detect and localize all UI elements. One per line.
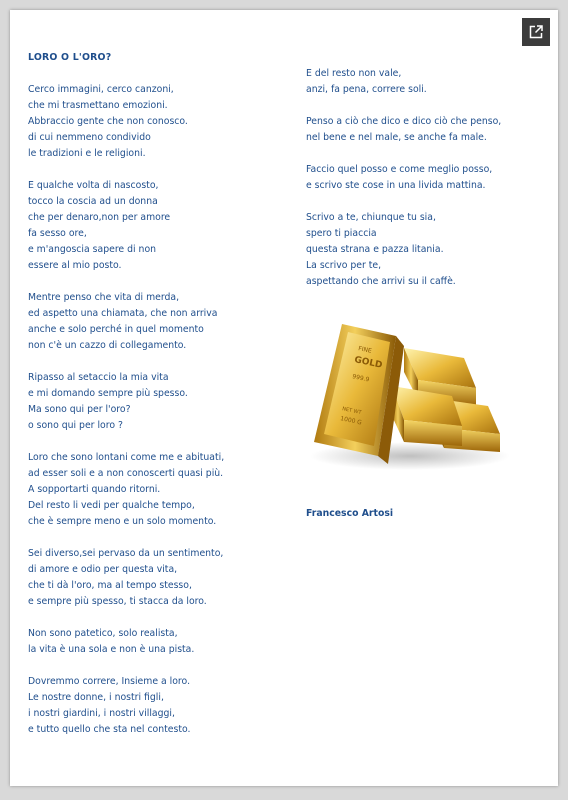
poem-line: Scrivo a te, chiunque tu sia,	[306, 212, 436, 223]
poem-line: Sei diverso,sei pervaso da un sentimento,	[28, 548, 224, 559]
poem-line: Non sono patetico, solo realista,	[28, 628, 178, 639]
poem-line: Dovremmo correre, Insieme a loro.	[28, 676, 191, 687]
poem-line: nel bene e nel male, se anche fa male.	[306, 132, 487, 143]
poem-line: Le nostre donne, i nostri figli,	[28, 692, 164, 703]
stanza	[28, 82, 288, 162]
right-column	[306, 66, 546, 522]
gold-bar-text-1: FINE	[357, 345, 373, 355]
stanza	[306, 66, 546, 98]
poem-line: Faccio quel posso e come meglio posso,	[306, 164, 493, 175]
open-in-new-icon	[529, 25, 543, 39]
gold-bar-text-3: 999.9	[351, 373, 370, 384]
poem-line: tocco la coscia ad un donna	[28, 196, 158, 207]
stanza	[28, 178, 288, 274]
poem-line: Del resto li vedi per qualche tempo,	[28, 500, 195, 511]
poem-line: ad esser soli e a non conoscerti quasi più.	[28, 468, 224, 479]
poem-title: LORO O L'ORO?	[28, 52, 112, 63]
poem-line: essere al mio posto.	[28, 260, 122, 271]
poem-line: Ripasso al setaccio la mia vita	[28, 372, 169, 383]
poem-line: Ma sono qui per l'oro?	[28, 404, 131, 415]
stanza	[28, 290, 288, 354]
poem-line: anche e solo perché in quel momento	[28, 324, 204, 335]
stanza	[28, 546, 288, 610]
poem-line: A sopportarti quando ritorni.	[28, 484, 161, 495]
right-stanzas	[306, 66, 546, 290]
gold-bar-text-5: 1000 G	[339, 415, 363, 427]
poem-line: che è sempre meno e un solo momento.	[28, 516, 217, 527]
open-in-new-button[interactable]	[522, 18, 550, 46]
poem-line: non c'è un cazzo di collegamento.	[28, 340, 187, 351]
gold-bar-text-4: NET WT	[341, 406, 362, 417]
poem-line: questa strana e pazza litania.	[306, 244, 444, 255]
poem-line: di amore e odio per questa vita,	[28, 564, 178, 575]
document-page	[10, 10, 558, 786]
poem-line: Loro che sono lontani come me e abituati,	[28, 452, 225, 463]
gold-bars-image	[292, 306, 512, 476]
stanza	[28, 370, 288, 434]
poem-line: che per denaro,non per amore	[28, 212, 171, 223]
poem-line: ed aspetto una chiamata, che non arriva	[28, 308, 218, 319]
poem-line: e sempre più spesso, ti stacca da loro.	[28, 596, 207, 607]
left-stanzas	[28, 82, 288, 738]
poem-line: aspettando che arrivi su il caffè.	[306, 276, 456, 287]
poem-line: le tradizioni e le religioni.	[28, 148, 146, 159]
poem-line: spero ti piaccia	[306, 228, 377, 239]
poem-line: Abbraccio gente che non conosco.	[28, 116, 188, 127]
poem-line: e tutto quello che sta nel contesto.	[28, 724, 191, 735]
poem-line: E qualche volta di nascosto,	[28, 180, 159, 191]
poem-line: e m'angoscia sapere di non	[28, 244, 157, 255]
poem-line: o sono qui per loro ?	[28, 420, 123, 431]
poem-line: anzi, fa pena, correre soli.	[306, 84, 427, 95]
poem-line: e scrivo ste cose in una livida mattina.	[306, 180, 486, 191]
poem-line: Mentre penso che vita di merda,	[28, 292, 180, 303]
stanza	[306, 114, 546, 146]
poem-line: che mi trasmettano emozioni.	[28, 100, 168, 111]
poem-line: E del resto non vale,	[306, 68, 402, 79]
poem-line: la vita è una sola e non è una pista.	[28, 644, 195, 655]
left-column	[28, 50, 288, 754]
stanza	[306, 210, 546, 290]
stanza	[28, 626, 288, 658]
gold-bars-illustration	[292, 306, 512, 476]
poem-line: che ti dà l'oro, ma al tempo stesso,	[28, 580, 192, 591]
poem-line: i nostri giardini, i nostri villaggi,	[28, 708, 175, 719]
poem-line: La scrivo per te,	[306, 260, 382, 271]
stanza	[28, 674, 288, 738]
author-name: Francesco Artosi	[306, 508, 394, 519]
stanza	[28, 450, 288, 530]
poem-line: e mi domando sempre più spesso.	[28, 388, 188, 399]
stanza	[306, 162, 546, 194]
gold-bar-text-2: GOLD	[353, 355, 384, 371]
poem-line: di cui nemmeno condivido	[28, 132, 151, 143]
poem-line: Cerco immagini, cerco canzoni,	[28, 84, 174, 95]
poem-line: Penso a ciò che dico e dico ciò che penso,	[306, 116, 502, 127]
poem-line: fa sesso ore,	[28, 228, 87, 239]
